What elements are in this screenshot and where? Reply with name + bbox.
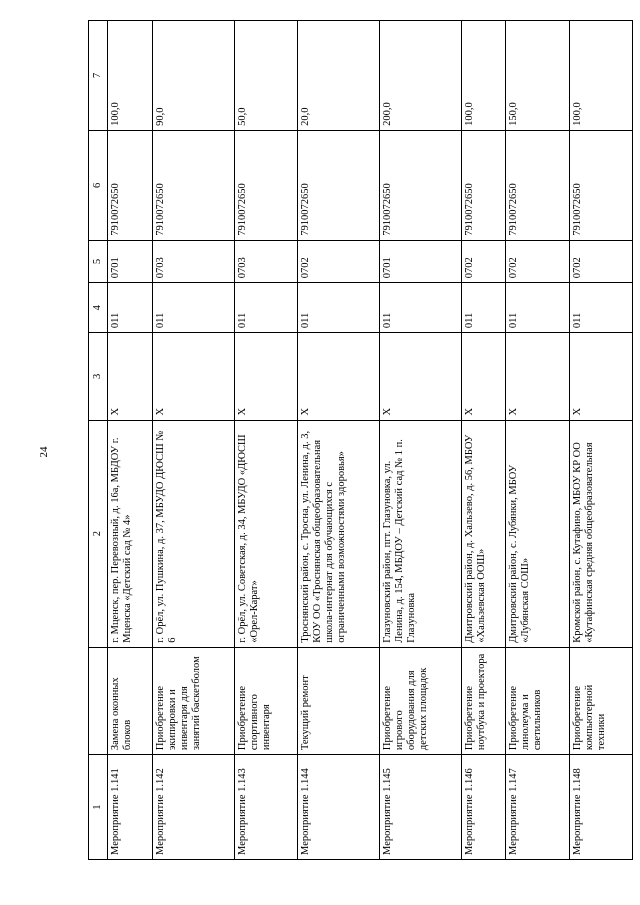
cell-col6: 7910072650 xyxy=(506,130,569,240)
document-page xyxy=(88,20,640,860)
measure-address: Дмитровский район, д. Хальзево, д. 56, МБОУ «Хальзевская ООШ» xyxy=(461,420,506,647)
cell-col7: 100,0 xyxy=(108,21,153,131)
table-row xyxy=(569,21,632,860)
table-row xyxy=(234,21,297,860)
measure-id: Мероприятие 1.145 xyxy=(379,755,461,860)
cell-col7: 100,0 xyxy=(569,21,632,131)
header-cell: 2 xyxy=(89,420,108,647)
measure-address: г. Орёл, ул. Советская, д. 34, МБУДО «ДЮСШ «Орел-Карат» xyxy=(234,420,297,647)
measure-id: Мероприятие 1.141 xyxy=(108,755,153,860)
measure-id: Мероприятие 1.147 xyxy=(506,755,569,860)
measure-name: Приобретение экипировки и инвентаря для занятий баскетболом xyxy=(152,647,234,754)
measure-id: Мероприятие 1.146 xyxy=(461,755,506,860)
header-cell: 5 xyxy=(89,240,108,282)
table-row xyxy=(461,21,506,860)
measure-name: Приобретение игрового оборудования для детских площадок xyxy=(379,647,461,754)
cell-col5: 0701 xyxy=(379,240,461,282)
page-number: 24 xyxy=(38,446,50,458)
cell-col4: 011 xyxy=(569,283,632,333)
cell-col4: 011 xyxy=(108,283,153,333)
cell-col5: 0701 xyxy=(108,240,153,282)
measure-id: Мероприятие 1.144 xyxy=(297,755,379,860)
cell-col3: Х xyxy=(569,333,632,420)
measure-address: г. Мценск, пер. Перевозный, д. 16а, МБДОУ г. Мценска «Детский сад № 4» xyxy=(108,420,153,647)
header-cell: 7 xyxy=(89,21,108,131)
rotated-table-container xyxy=(88,20,640,860)
cell-col3: Х xyxy=(506,333,569,420)
header-cell: 1 xyxy=(89,755,108,860)
cell-col5: 0702 xyxy=(297,240,379,282)
header-cell: 3 xyxy=(89,333,108,420)
cell-col5: 0702 xyxy=(506,240,569,282)
table-row xyxy=(506,21,569,860)
cell-col6: 7910072650 xyxy=(152,130,234,240)
header-row xyxy=(89,21,108,860)
cell-col4: 011 xyxy=(152,283,234,333)
cell-col5: 0703 xyxy=(234,240,297,282)
table-row xyxy=(297,21,379,860)
table-row xyxy=(108,21,153,860)
cell-col6: 7910072650 xyxy=(234,130,297,240)
cell-col7: 100,0 xyxy=(461,21,506,131)
cell-col4: 011 xyxy=(506,283,569,333)
table-row xyxy=(152,21,234,860)
cell-col7: 150,0 xyxy=(506,21,569,131)
measure-name: Приобретение спортивного инвентаря xyxy=(234,647,297,754)
cell-col6: 7910072650 xyxy=(108,130,153,240)
measure-name: Замена оконных блоков xyxy=(108,647,153,754)
cell-col5: 0702 xyxy=(569,240,632,282)
cell-col6: 7910072650 xyxy=(569,130,632,240)
table-row xyxy=(379,21,461,860)
cell-col4: 011 xyxy=(461,283,506,333)
measure-name: Приобретение компьютерной техники xyxy=(569,647,632,754)
measure-address: Троснянский район, с. Тросна, ул. Ленина, д. 3, КОУ ОО «Троснянская общеобразовательная школа-интернат для обучающихся с ограниченными возможностями здоровья» xyxy=(297,420,379,647)
measure-name: Приобретение ноутбука и проектора xyxy=(461,647,506,754)
cell-col7: 90,0 xyxy=(152,21,234,131)
measure-id: Мероприятие 1.148 xyxy=(569,755,632,860)
cell-col7: 200,0 xyxy=(379,21,461,131)
cell-col3: Х xyxy=(108,333,153,420)
cell-col6: 7910072650 xyxy=(297,130,379,240)
cell-col3: Х xyxy=(234,333,297,420)
measure-address: Дмитровский район, с. Лубянки, МБОУ «Лубянская СОШ» xyxy=(506,420,569,647)
cell-col7: 50,0 xyxy=(234,21,297,131)
cell-col3: Х xyxy=(152,333,234,420)
measure-id: Мероприятие 1.143 xyxy=(234,755,297,860)
header-cell: 4 xyxy=(89,283,108,333)
cell-col3: Х xyxy=(297,333,379,420)
measures-table xyxy=(88,20,633,860)
measure-address: Глазуновский район, пгт. Глазуновка, ул. Ленина, д. 154, МБДОУ – Детский сад № 1 п. Глазуновка xyxy=(379,420,461,647)
measure-address: г. Орёл, ул. Пушкина, д. 37, МБУДО ДЮСШ № 6 xyxy=(152,420,234,647)
measure-name: Текущий ремонт xyxy=(297,647,379,754)
measure-name: Приобретение линолеума и светильников xyxy=(506,647,569,754)
cell-col6: 7910072650 xyxy=(461,130,506,240)
cell-col3: Х xyxy=(379,333,461,420)
measure-id: Мероприятие 1.142 xyxy=(152,755,234,860)
measure-address: Кромской район, с. Кутафино, МБОУ КР ОО «Кутафинская средняя общеобразовательная xyxy=(569,420,632,647)
cell-col7: 20,0 xyxy=(297,21,379,131)
cell-col4: 011 xyxy=(297,283,379,333)
cell-col5: 0703 xyxy=(152,240,234,282)
cell-col3: Х xyxy=(461,333,506,420)
header-cell xyxy=(89,647,108,754)
header-cell: 6 xyxy=(89,130,108,240)
cell-col5: 0702 xyxy=(461,240,506,282)
cell-col4: 011 xyxy=(234,283,297,333)
cell-col4: 011 xyxy=(379,283,461,333)
cell-col6: 7910072650 xyxy=(379,130,461,240)
